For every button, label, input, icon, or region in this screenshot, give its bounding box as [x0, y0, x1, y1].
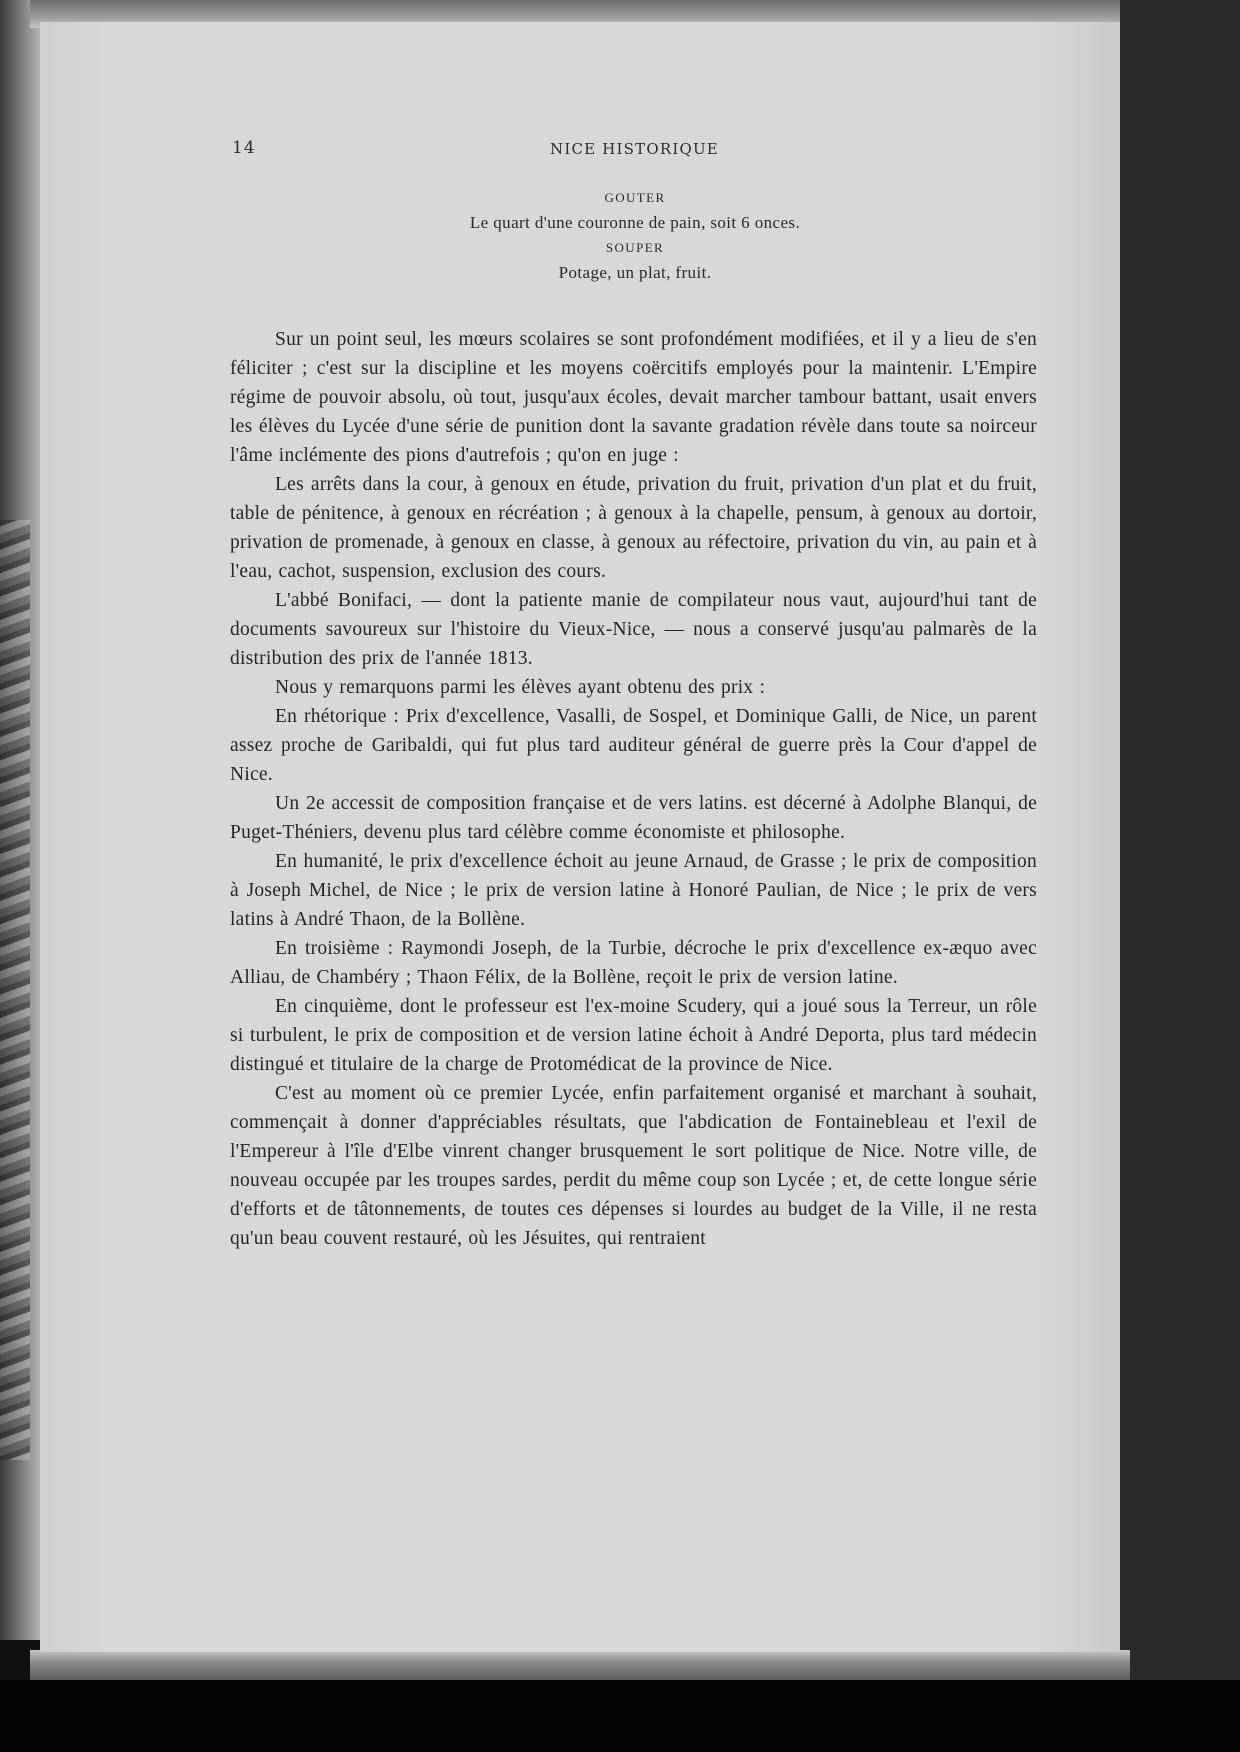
paragraph: En rhétorique : Prix d'excellence, Vasalli, de Sospel, et Dominique Galli, de Nice, un parent assez proche de Garibaldi, qui fut plus tard auditeur général de guerre près la Cour d'appel de Nice. [230, 706, 1037, 785]
body-text [230, 325, 1037, 1253]
meal-menu [230, 188, 1040, 288]
paragraph: En cinquième, dont le professeur est l'ex-moine Scudery, qui a joué sous la Terreur, un rôle si turbulent, le prix de composition et de version latine échoit à André Deporta, plus tard médecin distingué et titulaire de la charge de Protomédicat de la province de Nice. [230, 996, 1037, 1075]
scan-background-bottom [0, 1680, 1240, 1752]
page-number: 14 [232, 138, 256, 158]
paragraph: C'est au moment où ce premier Lycée, enfin parfaitement organisé et marchant à souhait, commençait à donner d'appréciables résultats, que l'abdication de Fontainebleau et l'exil de l'Empereur à l'île d'Elbe vinrent changer brusquement le sort politique de Nice. Notre ville, de nouveau occupée par les troupes sardes, perdit du même coup son Lycée ; et, de cette longue série d'efforts et de tâtonnements, de toutes ces dépenses si lourdes au budget de la Ville, il ne resta qu'un beau couvent restauré, où les Jésuites, qui rentraient [230, 1083, 1037, 1249]
paragraph: Sur un point seul, les mœurs scolaires se sont profondément modifiées, et il y a lieu de s'en féliciter ; c'est sur la discipline et les moyens coërcitifs employés pour la maintenir. L'Empire régime de pouvoir absolu, où tout, jusqu'aux écoles, devait marcher tambour battant, usait envers les élèves du Lycée d'une série de punition dont la savante gradation révèle dans toute sa noirceur l'âme inclémente des pions d'autrefois ; qu'on en juge : [230, 329, 1037, 466]
souper-text: Potage, un plat, fruit. [558, 263, 712, 282]
bottom-page-edge [30, 1650, 1130, 1680]
souper-heading: SOUPER [605, 240, 665, 255]
gouter-heading: GOUTER [604, 190, 666, 205]
running-title: NICE HISTORIQUE [550, 140, 719, 158]
gouter-text: Le quart d'une couronne de pain, soit 6 onces. [469, 213, 801, 232]
paragraph: Un 2e accessit de composition française et de vers latins. est décerné à Adolphe Blanqui, de Puget-Théniers, devenu plus tard célèbre comme économiste et philosophe. [230, 793, 1037, 843]
paragraph: Nous y remarquons parmi les élèves ayant obtenu des prix : [275, 677, 766, 698]
running-head [232, 138, 1032, 162]
marbled-cover-edge [0, 520, 30, 1460]
paragraph: Les arrêts dans la cour, à genoux en étude, privation du fruit, privation d'un plat et du fruit, table de pénitence, à genoux en récréation ; à genoux à la chapelle, pensum, à genoux au dortoir, privation de promenade, à genoux en classe, à genoux au réfectoire, privation du vin, au pain et à l'eau, cachot, suspension, exclusion des cours. [230, 474, 1037, 582]
scan-background-right [1120, 0, 1240, 1752]
paragraph: En humanité, le prix d'excellence échoit au jeune Arnaud, de Grasse ; le prix de composition à Joseph Michel, de Nice ; le prix de version latine à Honoré Paulian, de Nice ; le prix de vers latins à André Thaon, de la Bollène. [230, 851, 1037, 930]
paragraph: En troisième : Raymondi Joseph, de la Turbie, décroche le prix d'excellence ex-æquo avec Alliau, de Chambéry ; Thaon Félix, de la Bollène, reçoit le prix de version latine. [230, 938, 1037, 988]
paragraph: L'abbé Bonifaci, — dont la patiente manie de compilateur nous vaut, aujourd'hui tant de documents savoureux sur l'histoire du Vieux-Nice, — nous a conservé jusqu'au palmarès de la distribution des prix de l'année 1813. [230, 590, 1037, 669]
